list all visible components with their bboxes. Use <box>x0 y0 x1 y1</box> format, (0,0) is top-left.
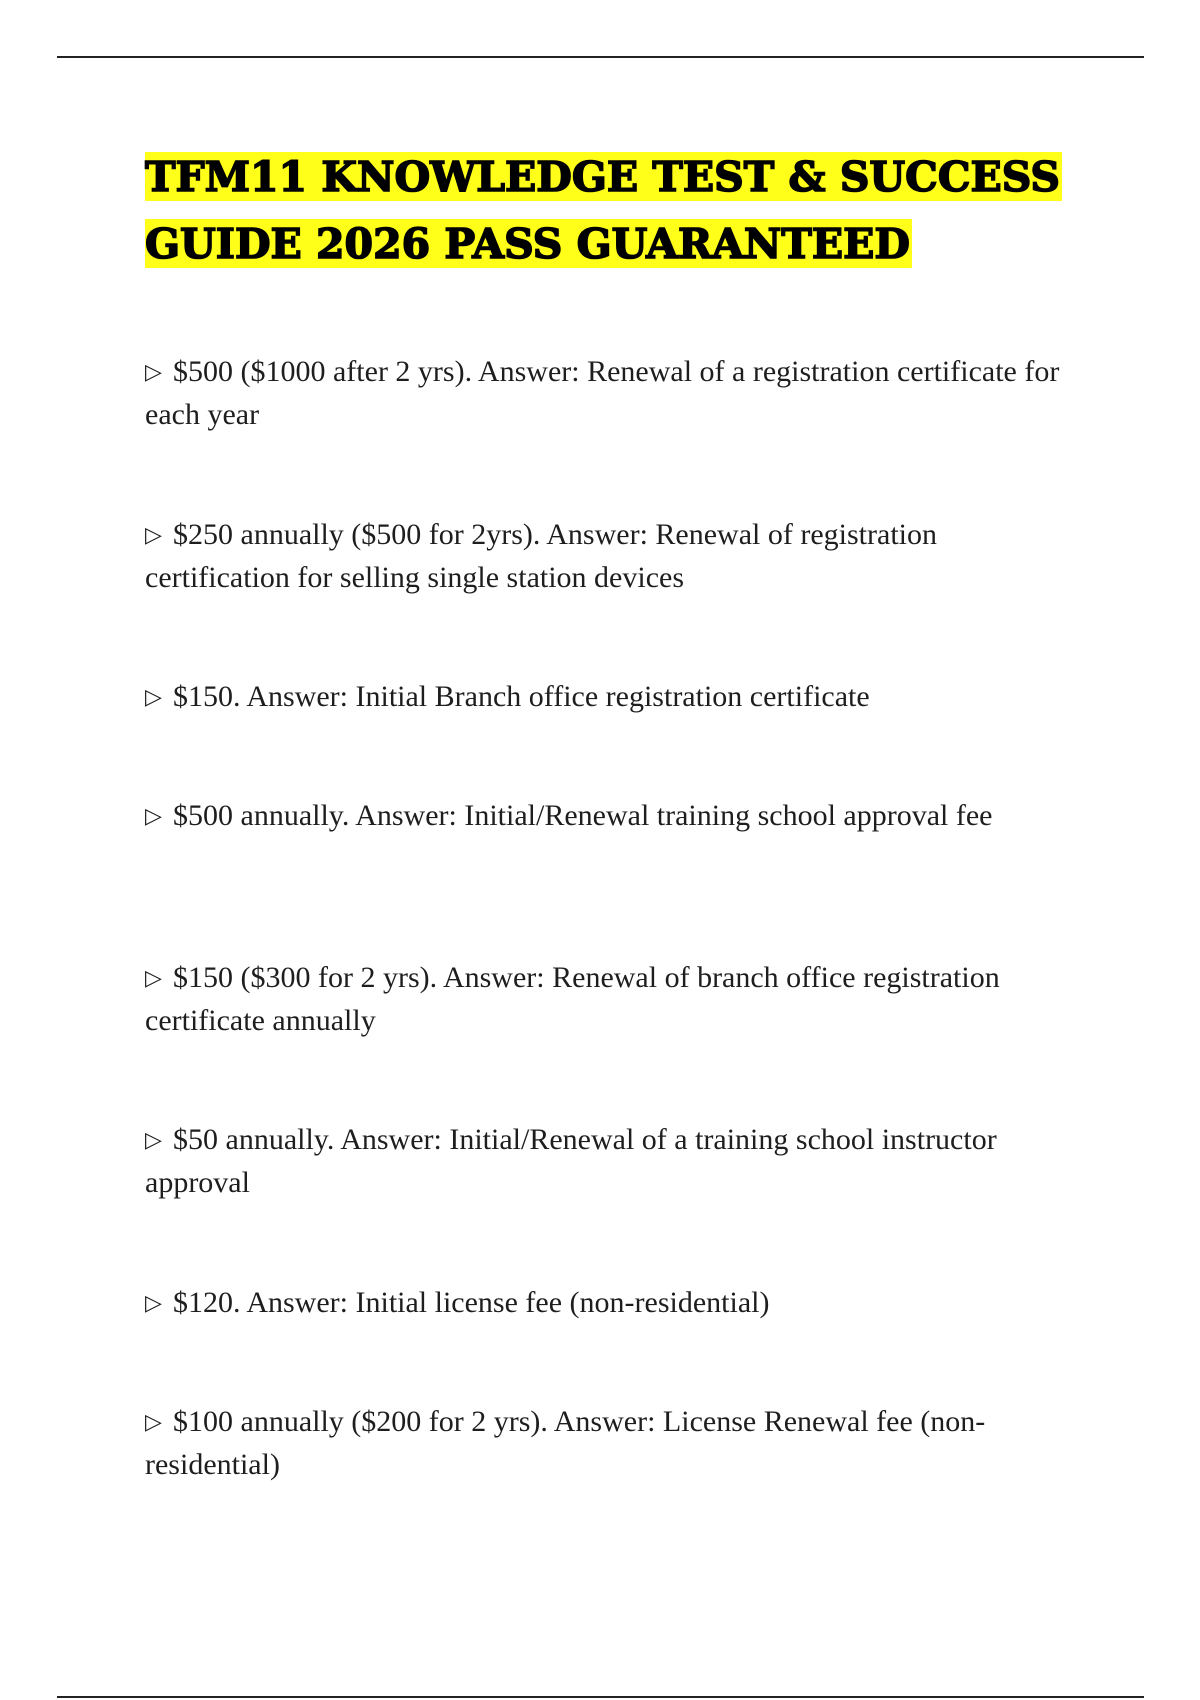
triangle-right-outline-icon: ▷ <box>145 522 162 547</box>
triangle-right-outline-icon: ▷ <box>145 803 162 828</box>
bottom-divider <box>57 1696 1144 1698</box>
list-item <box>145 794 1065 837</box>
title-highlight: TFM11 KNOWLEDGE TEST & SUCCESS GUIDE 2026 PASS GUARANTEED <box>145 153 1061 268</box>
list-item-text: $100 annually ($200 for 2 yrs). Answer: License Renewal fee (non-residential) <box>145 1405 986 1481</box>
triangle-right-outline-icon: ▷ <box>145 1409 162 1434</box>
triangle-right-outline-icon: ▷ <box>145 965 162 990</box>
list-item <box>145 956 1065 1042</box>
list-item <box>145 1281 1065 1324</box>
triangle-right-outline-icon: ▷ <box>145 684 162 709</box>
list-item <box>145 675 1065 718</box>
list-item <box>145 1118 1065 1204</box>
list-item-text: $120. Answer: Initial license fee (non-residential) <box>173 1286 770 1319</box>
triangle-right-outline-icon: ▷ <box>145 1290 162 1315</box>
document-title <box>145 144 1085 278</box>
list-item <box>145 513 1065 599</box>
list-item-text: $150. Answer: Initial Branch office registration certificate <box>173 680 870 713</box>
list-item-text: $50 annually. Answer: Initial/Renewal of a training school instructor approval <box>145 1123 997 1199</box>
list-item-text: $500 annually. Answer: Initial/Renewal training school approval fee <box>173 799 993 832</box>
list-item-text: $250 annually ($500 for 2yrs). Answer: Renewal of registration certification for selling single station devices <box>145 518 937 594</box>
list-item <box>145 350 1065 436</box>
list-item-text: $500 ($1000 after 2 yrs). Answer: Renewal of a registration certificate for each year <box>145 355 1060 431</box>
top-divider <box>57 56 1144 58</box>
list-item-text: $150 ($300 for 2 yrs). Answer: Renewal of branch office registration certificate annually <box>145 961 1000 1037</box>
list-item <box>145 1400 1065 1486</box>
triangle-right-outline-icon: ▷ <box>145 1127 162 1152</box>
triangle-right-outline-icon: ▷ <box>145 359 162 384</box>
